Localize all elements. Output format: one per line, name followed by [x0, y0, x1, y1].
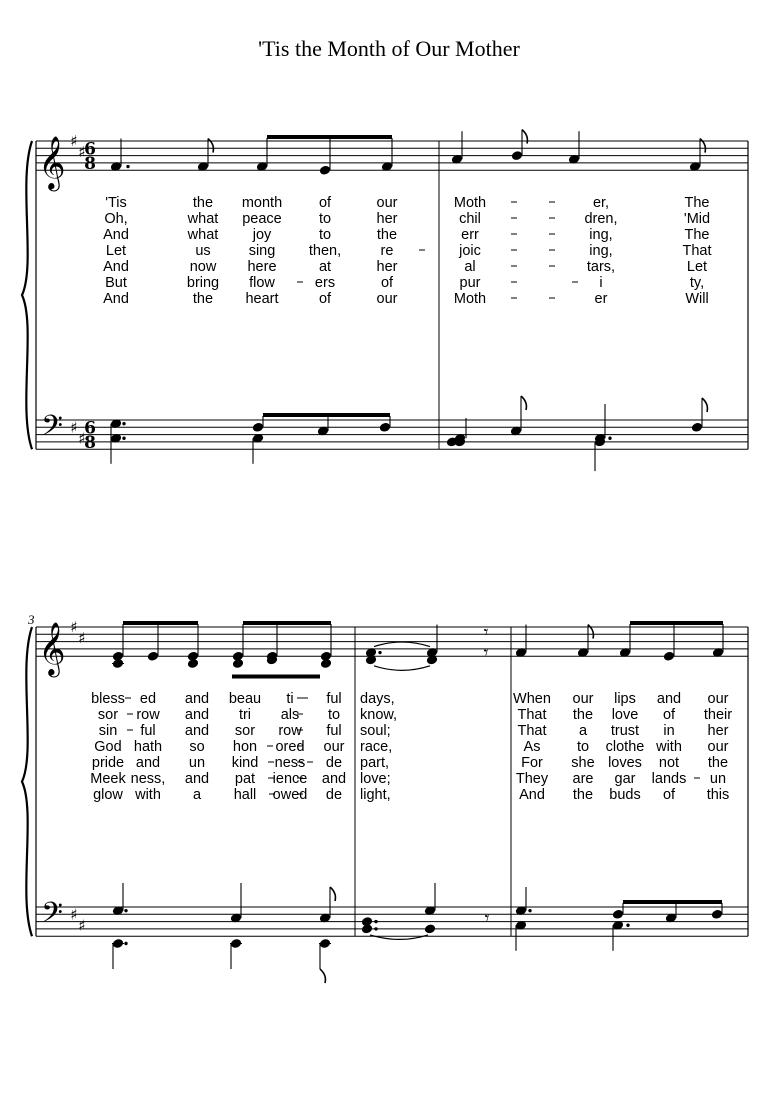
beam — [267, 135, 392, 139]
lyric-syllable: God — [94, 739, 122, 755]
time-signature-numerator: 6 — [84, 418, 96, 439]
lyric-syllable: ing, — [589, 227, 613, 243]
lyric-syllable: row — [278, 723, 302, 739]
time-signature-numerator: 6 — [84, 139, 96, 160]
lyric-syllable: Moth — [453, 291, 487, 307]
lyric-syllable: sing — [248, 243, 276, 259]
lyric-syllable: of — [318, 195, 332, 211]
lyric-syllable: un — [188, 755, 206, 771]
treble-clef-icon: 𝄞 — [38, 135, 66, 190]
lyric-syllable: and — [184, 707, 210, 723]
lyric-syllable: glow — [93, 787, 123, 803]
lyric-syllable: the — [192, 291, 214, 307]
lyric-syllable: Let — [105, 243, 127, 259]
lyric-syllable: beau — [228, 691, 262, 707]
lyric-syllable: of — [318, 291, 332, 307]
lyric-syllable: to — [318, 211, 332, 227]
lyric-syllable: chil — [459, 211, 481, 227]
lyric-syllable: buds — [609, 787, 641, 803]
note-head — [612, 909, 623, 919]
eighth-rest-icon: 𝄾 — [483, 642, 489, 664]
lyric-syllable: That — [517, 707, 547, 723]
lyric-syllable: pur — [459, 275, 481, 291]
lyric-syllable: month — [241, 195, 283, 211]
lyric-syllable: hon — [232, 739, 258, 755]
lyric-syllable: re — [380, 243, 394, 259]
lyric-syllable: tars, — [586, 259, 616, 275]
lyric-syllable: our — [707, 739, 729, 755]
bass-key-sharp-icon: ♯ — [70, 418, 78, 437]
lyric-syllable: love; — [360, 771, 391, 787]
lyric-syllable: ty, — [689, 275, 705, 291]
song-title: 'Tis the Month of Our Mother — [258, 36, 520, 61]
lyric-syllable: gar — [614, 771, 636, 787]
dot — [124, 909, 127, 912]
lyric-syllable: bring — [186, 275, 220, 291]
lyric-syllable: to — [318, 227, 332, 243]
lyric-syllable: de — [325, 755, 343, 771]
lyric-syllable: 'Tis — [105, 195, 127, 211]
lyric-syllable: ed — [139, 691, 157, 707]
bass-clef-icon: 𝄢 — [41, 409, 63, 450]
lyric-syllable: soul; — [360, 723, 391, 739]
lyric-syllable: ful — [140, 723, 156, 739]
tie — [370, 935, 428, 940]
lyric-syllable: That — [517, 723, 547, 739]
lyric-syllable: of — [662, 787, 676, 803]
lyric-syllable: this — [706, 787, 730, 803]
lyric-syllable: ience — [272, 771, 308, 787]
lyric-syllable: light, — [360, 787, 391, 803]
bass-key-sharp-icon: ♯ — [70, 905, 78, 924]
lyric-syllable: ful — [326, 723, 342, 739]
note-head — [424, 924, 435, 934]
treble-key-sharp-icon: ♯ — [70, 132, 78, 150]
time-signature-denominator: 8 — [84, 433, 96, 454]
lyric-syllable: When — [513, 691, 551, 707]
bass-key-sharp-icon: ♯ — [78, 429, 86, 448]
dot — [374, 920, 377, 923]
lyric-syllable: our — [376, 291, 398, 307]
note-head — [511, 151, 522, 161]
note-head — [320, 659, 331, 669]
lyric-syllable: heart — [245, 291, 279, 307]
lyric-syllable: so — [189, 739, 205, 755]
lyric-syllable: Oh, — [104, 211, 128, 227]
beam — [243, 621, 331, 625]
tie — [374, 642, 430, 647]
flag — [702, 398, 707, 412]
lyric-syllable: with — [656, 739, 682, 755]
lyric-syllable: her — [376, 211, 398, 227]
lyric-syllable: ing, — [589, 243, 613, 259]
brace — [22, 141, 32, 449]
lyric-syllable: Moth — [453, 195, 487, 211]
lyric-syllable: But — [105, 275, 127, 291]
brace — [22, 627, 32, 936]
lyric-syllable: race, — [360, 739, 393, 755]
lyric-syllable: trust — [610, 723, 640, 739]
lyric-syllable: 'Mid — [683, 211, 711, 227]
flag — [320, 969, 325, 983]
lyric-syllable: of — [662, 707, 676, 723]
lyric-syllable: For — [521, 755, 543, 771]
dot — [126, 165, 129, 168]
lyric-syllable: kind — [231, 755, 259, 771]
time-signature-denominator: 8 — [84, 154, 96, 175]
flag — [330, 887, 335, 901]
lyric-syllable: Meek — [90, 771, 126, 787]
lyric-syllable: part, — [360, 755, 390, 771]
lyric-syllable: at — [318, 259, 332, 275]
lyric-syllable: are — [572, 771, 594, 787]
treble-key-sharp-icon: ♯ — [78, 628, 86, 647]
lyric-syllable: pat — [234, 771, 256, 787]
lyric-syllable: hath — [133, 739, 163, 755]
lyric-syllable: and — [184, 723, 210, 739]
beam — [630, 621, 723, 625]
lyric-syllable: of — [380, 275, 394, 291]
lyric-syllable: then, — [308, 243, 342, 259]
lyric-syllable: dren, — [584, 211, 618, 227]
note-head — [663, 651, 674, 661]
dot — [626, 924, 629, 927]
lyric-syllable: als — [280, 707, 300, 723]
lyric-syllable: hall — [233, 787, 257, 803]
lyric-syllable: tri — [238, 707, 252, 723]
lyric-syllable: un — [709, 771, 727, 787]
bass-clef-icon: 𝄢 — [41, 896, 63, 937]
dot — [122, 422, 125, 425]
treble-clef-icon: 𝄞 — [38, 621, 66, 676]
dot — [608, 437, 611, 440]
lyric-syllable: row — [136, 707, 160, 723]
lyrics — [90, 195, 732, 803]
dot — [122, 437, 125, 440]
lyric-syllable: with — [135, 787, 161, 803]
lyric-syllable: err — [461, 227, 479, 243]
measure-number: 3 — [28, 612, 35, 627]
treble-key-sharp-icon: ♯ — [70, 618, 78, 636]
lyric-syllable: what — [187, 227, 219, 243]
lyric-syllable: not — [658, 755, 680, 771]
lyric-syllable: er, — [592, 195, 610, 211]
lyric-syllable: i — [599, 275, 603, 291]
note-head — [361, 924, 372, 934]
lyric-syllable: sor — [97, 707, 119, 723]
flag — [521, 396, 526, 410]
lyric-syllable: to — [327, 707, 341, 723]
lyric-syllable: know, — [360, 707, 398, 723]
lyric-syllable: And — [519, 787, 545, 803]
lyric-syllable: The — [684, 195, 710, 211]
lyric-syllable: us — [195, 243, 211, 259]
lyric-syllable: ness, — [130, 771, 166, 787]
lyric-syllable: The — [684, 227, 710, 243]
lyric-syllable: clothe — [605, 739, 645, 755]
lyric-syllable: she — [571, 755, 595, 771]
lyric-syllable: our — [707, 691, 729, 707]
lyric-syllable: bless — [91, 691, 125, 707]
treble-key-sharp-icon: ♯ — [78, 142, 86, 161]
lyric-syllable: the — [572, 787, 594, 803]
lyric-syllable: ers — [314, 275, 336, 291]
lyric-syllable: de — [325, 787, 343, 803]
lyric-syllable: days, — [360, 691, 395, 707]
lyric-syllable: And — [103, 259, 129, 275]
lyric-syllable: flow — [249, 275, 275, 291]
note-head — [232, 659, 243, 669]
lyric-syllable: and — [321, 771, 347, 787]
lyric-syllable: lands — [651, 771, 687, 787]
note-head — [252, 422, 263, 432]
lyric-syllable: the — [376, 227, 398, 243]
lyric-syllable: ness — [274, 755, 306, 771]
note-head — [187, 659, 198, 669]
lyric-syllable: owed — [272, 787, 308, 803]
beam — [232, 675, 320, 679]
lyric-syllable: love — [611, 707, 639, 723]
lyric-syllable: joic — [459, 243, 481, 259]
beam — [623, 900, 722, 904]
eighth-rest-icon: 𝄾 — [483, 621, 489, 643]
lyric-syllable: And — [103, 227, 129, 243]
lyric-syllable: er — [594, 291, 608, 307]
lyric-syllable: They — [515, 771, 549, 787]
lyric-syllable: here — [247, 259, 277, 275]
dot — [378, 651, 381, 654]
lyric-syllable: lips — [614, 691, 636, 707]
lyric-syllable: and — [184, 771, 210, 787]
lyric-syllable: loves — [608, 755, 642, 771]
lyric-syllable: sin — [98, 723, 118, 739]
lyric-syllable: our — [376, 195, 398, 211]
lyric-syllable: our — [572, 691, 594, 707]
note-head — [112, 659, 123, 669]
note-head — [711, 909, 722, 919]
lyric-syllable: and — [656, 691, 682, 707]
lyric-syllable: pride — [91, 755, 125, 771]
tie — [374, 666, 430, 671]
lyric-syllable: their — [703, 707, 733, 723]
lyric-syllable: sor — [234, 723, 256, 739]
lyric-syllable: the — [192, 195, 214, 211]
lyric-syllable: Let — [686, 259, 708, 275]
lyric-syllable: in — [663, 723, 675, 739]
lyric-syllable: what — [187, 211, 219, 227]
lyric-syllable: ful — [326, 691, 342, 707]
lyric-syllable: That — [682, 243, 712, 259]
lyric-syllable: Will — [685, 291, 709, 307]
lyric-syllable: ti — [286, 691, 294, 707]
lyric-syllable: and — [135, 755, 161, 771]
lyric-syllable: to — [576, 739, 590, 755]
note-head — [319, 165, 330, 175]
note-head — [379, 422, 390, 432]
bass-key-sharp-icon: ♯ — [78, 916, 86, 935]
dot — [124, 942, 127, 945]
lyric-syllable: a — [192, 787, 202, 803]
lyric-syllable: al — [464, 259, 476, 275]
lyric-syllable: her — [376, 259, 398, 275]
lyric-syllable: the — [572, 707, 594, 723]
dot — [528, 909, 531, 912]
lyric-syllable: and — [184, 691, 210, 707]
lyric-syllable: peace — [242, 211, 282, 227]
eighth-rest-icon: 𝄾 — [484, 907, 490, 929]
lyric-syllable: our — [323, 739, 345, 755]
lyric-syllable: the — [707, 755, 729, 771]
lyric-syllable: As — [523, 739, 541, 755]
note-head — [691, 422, 702, 432]
lyric-syllable: joy — [252, 227, 272, 243]
lyric-syllable: ored — [275, 739, 305, 755]
note-head — [147, 651, 158, 661]
dot — [374, 927, 377, 930]
beam — [263, 413, 390, 417]
lyric-syllable: her — [707, 723, 729, 739]
lyric-syllable: now — [189, 259, 217, 275]
beam — [123, 621, 198, 625]
lyric-syllable: And — [103, 291, 129, 307]
lyric-syllable: a — [578, 723, 588, 739]
